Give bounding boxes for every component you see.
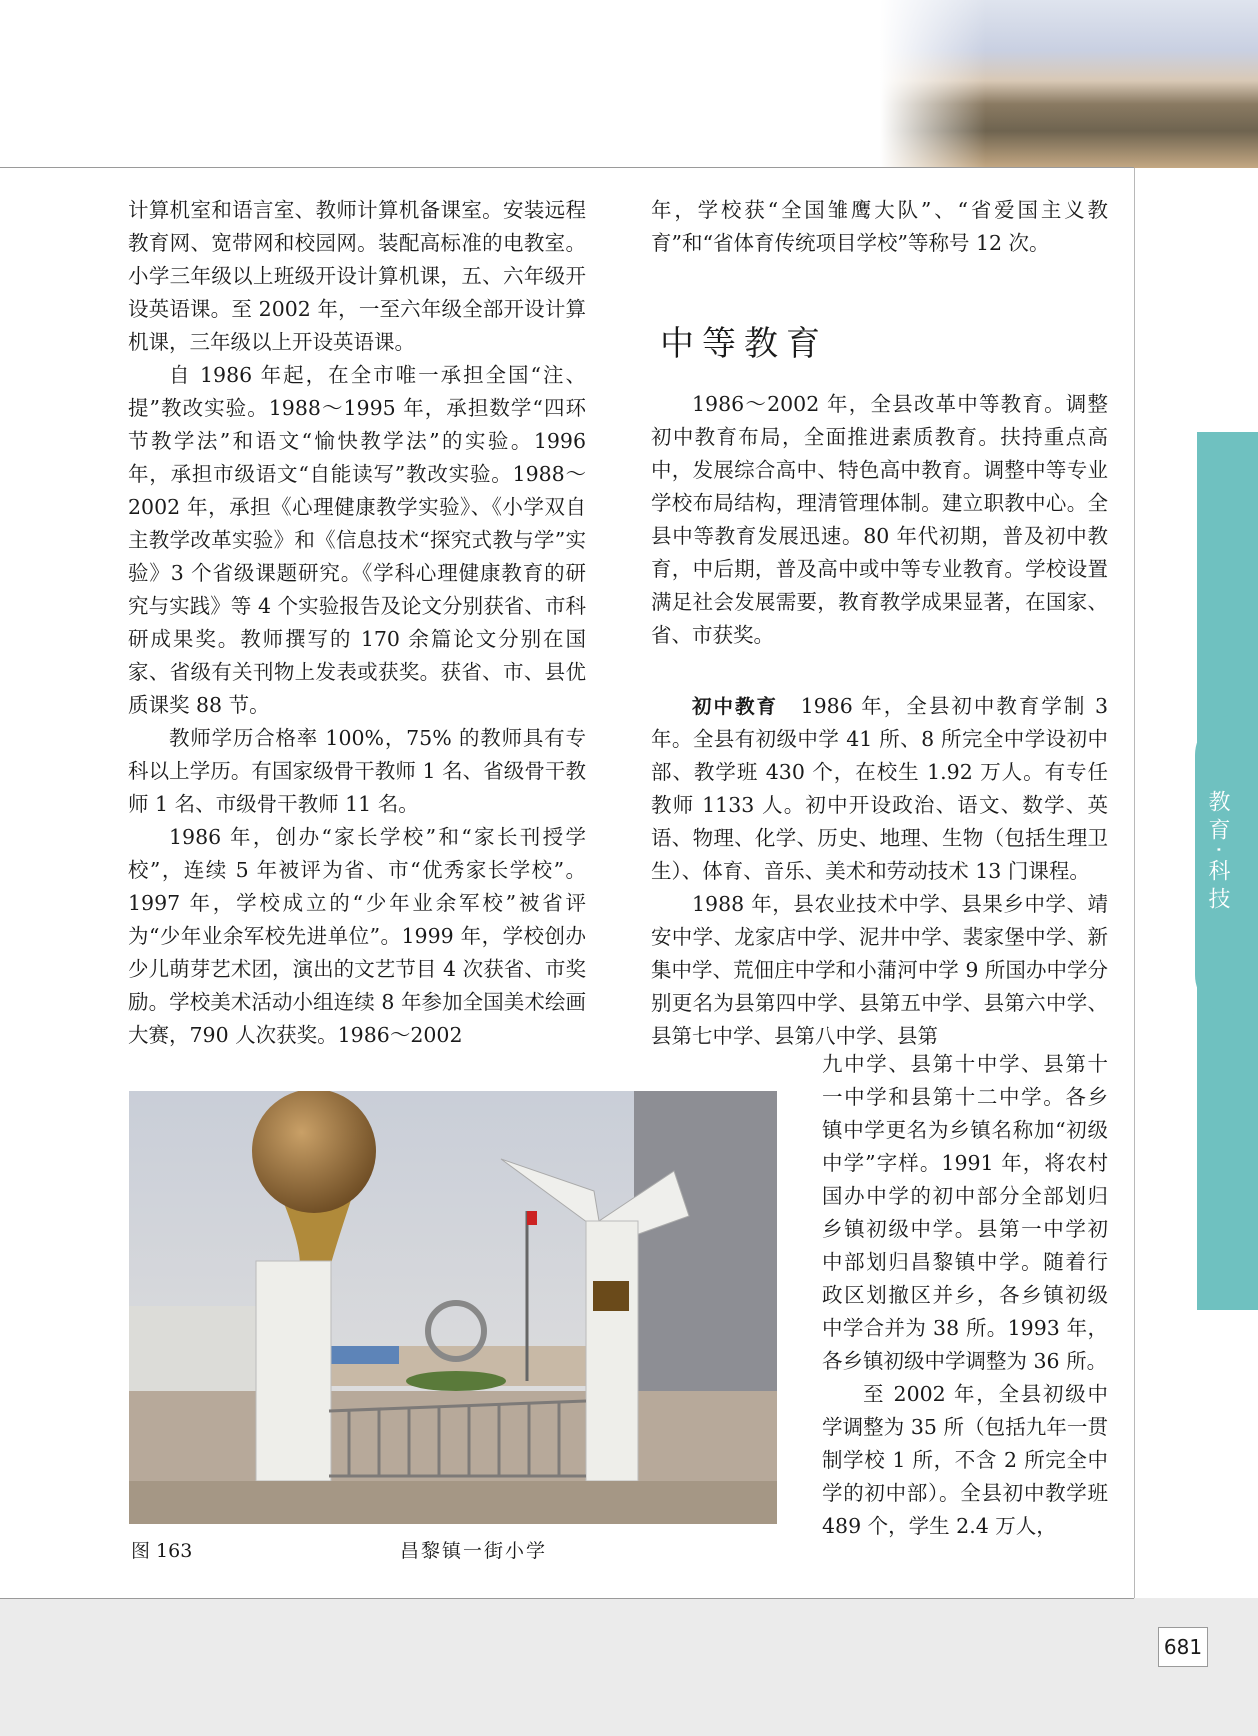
header-rule	[0, 167, 1134, 168]
left-paragraph-3: 教师学历合格率 100%，75% 的教师具有专科以上学历。有国家级骨干教师 1 名、省级骨干教师 1 名、市级骨干教师 11 名。	[128, 726, 586, 816]
footer-band	[0, 1598, 1258, 1736]
right-main-column	[651, 388, 1108, 1053]
right-margin-divider	[1134, 168, 1135, 1598]
bronze-globe	[252, 1091, 376, 1213]
section-title: 中等教育	[660, 324, 828, 364]
figure-caption: 昌黎镇一街小学	[400, 1540, 548, 1562]
flag	[527, 1211, 537, 1225]
page-header-banner	[0, 0, 1258, 168]
left-paragraph-4: 1986 年，创办“家长学校”和“家长刊授学校”，连续 5 年被评为省、市“优秀家长学校”。1997 年，学校成立的“少年业余军校”被省评为“少年业余军校先进单位”。1999 年，学校创办少儿萌芽艺术团，演出的文艺节目 4 次获省、市奖励。学校美术活动小组连续 8 年参加全国美术绘画大赛，790 人次获奖。1986～2002	[128, 825, 586, 1047]
junior-paragraph-2-wide: 1988 年，县农业技术中学、县果乡中学、靖安中学、龙家店中学、泥井中学、裴家堡中学、新集中学、荒佃庄中学和小蒲河中学 9 所国办中学分别更名为县第四中学、县第五中学、县第六中学、县第七中学、县第八中学、县第	[651, 892, 1108, 1048]
right-continuation-paragraph: 年，学校获“全国雏鹰大队”、“省爱国主义教育”和“省体育传统项目学校”等称号 12 次。	[651, 198, 1108, 255]
right-narrow-column	[822, 1048, 1108, 1543]
foreground-ground	[129, 1481, 777, 1524]
left-paragraph-2: 自 1986 年起，在全市唯一承担全国“注、提”教改实验。1988～1995 年，承担数学“四环节教学法”和语文“愉快教学法”的实验。1996 年，承担市级语文“自能读写”教改实验。1988～2002 年，承担《心理健康教学实验》、《小学双自主教学改革实验》和《信息技术“探究式教与学”实验》3 个省级课题研究。《学科心理健康教育的研究与实践》等 4 个实验报告及论文分别获省、市科研成果奖。教师撰写的 170 余篇论文分别在国家、省级有关刊物上发表或获奖。获省、市、县优质课奖 88 节。	[128, 363, 586, 717]
sub-heading: 初中教育	[692, 695, 779, 718]
header-landscape-photo	[880, 0, 1258, 168]
left-text-column	[128, 194, 586, 1052]
right-continuation-text	[651, 194, 1108, 260]
junior-paragraph-2-narrow: 九中学、县第十中学、县第十一中学和县第十二中学。各乡镇中学更名为乡镇名称加“初级中学”字样。1991 年，将农村国办中学的初中部分全部划归乡镇初级中学。县第一中学初中部划归昌黎镇中学。随着行政区划撤区并乡，各乡镇初级中学合并为 38 所。1993 年，各乡镇初级中学调整为 36 所。	[822, 1052, 1108, 1373]
section-intro-paragraph: 1986～2002 年，全县改革中等教育。调整初中教育布局，全面推进素质教育。扶持重点高中，发展综合高中、特色高中教育。调整中等专业学校布局结构，理清管理体制。建立职教中心。全县中等教育发展迅速。80 年代初期，普及初中教育，中后期，普及高中或中等专业教育。学校设置满足社会发展需要，教育教学成果显著，在国家、省、市获奖。	[651, 392, 1108, 647]
page-number: 681	[1158, 1627, 1208, 1667]
junior-paragraph-1-text: 1986 年，全县初中教育学制 3 年。全县有初级中学 41 所、8 所完全中学设初中部、教学班 430 个，在校生 1.92 万人。有专任教师 1133 人。初中开设政治、语文、数学、英语、物理、化学、历史、地理、生物（包括生理卫生）、体育、音乐、美术和劳动技术 13 门课程。	[651, 694, 1108, 883]
chapter-side-tab-label: 教育·科技	[1205, 790, 1230, 915]
school-gate-illustration	[129, 1091, 777, 1524]
left-paragraph-1: 计算机室和语言室、教师计算机备课室。安装远程教育网、宽带网和校园网。装配高标准的电教室。小学三年级以上班级开设计算机课，五、六年级开设英语课。至 2002 年，一至六年级全部开设计算机课，三年级以上开设英语课。	[128, 198, 586, 354]
left-gate-pillar	[256, 1261, 331, 1481]
school-gate-photo	[129, 1091, 777, 1524]
figure-number: 图 163	[131, 1540, 193, 1562]
right-gate-pillar	[586, 1221, 638, 1481]
flower-bed	[406, 1371, 506, 1391]
junior-paragraph-3: 至 2002 年，全县初级中学调整为 35 所（包括九年一贯制学校 1 所，不含 2 所完全中学的初中部）。全县初中教学班 489 个，学生 2.4 万人，	[822, 1382, 1108, 1538]
paragraph-gap	[651, 652, 1108, 690]
school-name-plaque	[593, 1281, 629, 1311]
footer-rule	[0, 1598, 1134, 1599]
junior-paragraph-1	[651, 690, 1108, 888]
